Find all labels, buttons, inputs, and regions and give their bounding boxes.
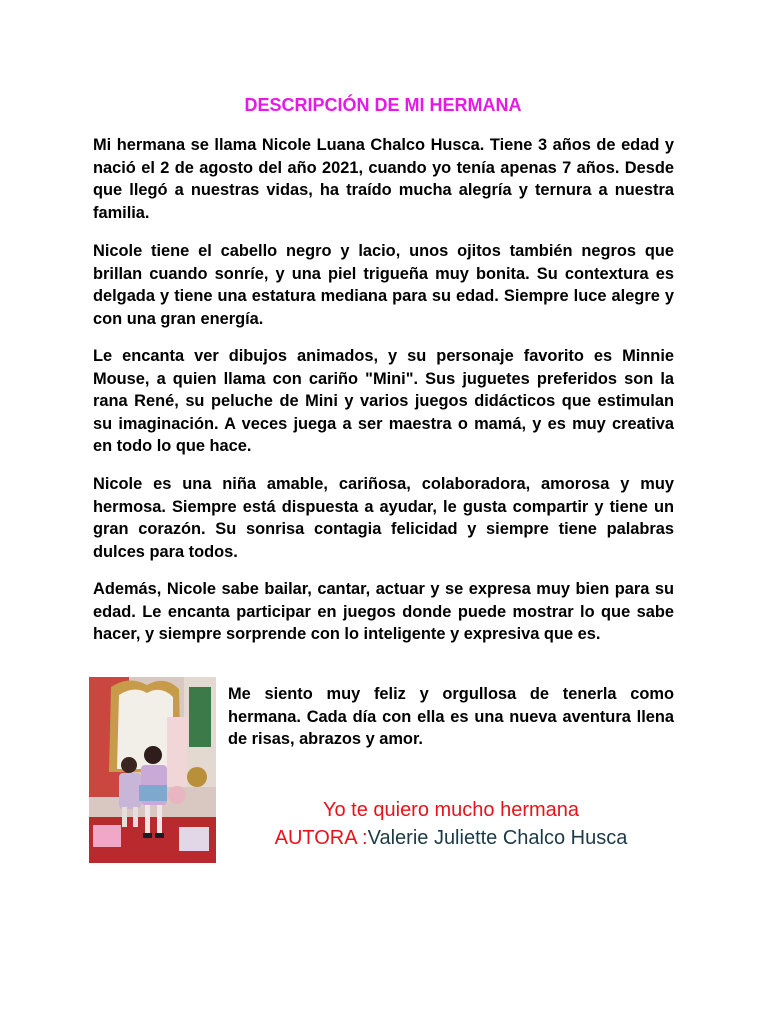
paragraph-5: Además, Nicole sabe bailar, cantar, actuar y se expresa muy bien para su edad. Le encanta participar en juegos donde puede mostrar lo que sabe hacer, y siempre sorprende con lo inteligente y expresiva que es. (93, 580, 674, 644)
paragraph-3: Le encanta ver dibujos animados, y su personaje favorito es Minnie Mouse, a quien llama con cariño "Mini". Sus juguetes preferidos son la rana René, su peluche de Mini y varios juegos didácticos que estimulan su imaginación. A veces juega a ser maestra o mamá, y es muy creativa en todo lo que hace. (93, 347, 674, 456)
paragraph-4: Nicole es una niña amable, cariñosa, colaboradora, amorosa y muy hermosa. Siempre está dispuesta a ayudar, le gusta compartir y tiene un gran corazón. Su sonrisa contagia felicidad y siempre tiene palabras dulces para todos. (93, 475, 674, 561)
author-line (228, 825, 674, 851)
paragraph-6: Me siento muy feliz y orgullosa de tenerla como hermana. Cada día con ella es una nueva aventura llena de risas, abrazos y amor. (228, 685, 674, 749)
sisters-photo (89, 677, 216, 863)
paragraph-2: Nicole tiene el cabello negro y lacio, unos ojitos también negros que brillan cuando sonríe, y una piel trigueña muy bonita. Su contextura es delgada y tiene una estatura mediana para su edad. Siempre luce alegre y con una gran energía. (93, 242, 674, 328)
author-label: AUTORA : (274, 827, 368, 849)
author-name: Valerie Juliette Chalco Husca (367, 827, 628, 849)
closing-line: Yo te quiero mucho hermana (322, 799, 580, 821)
document-title: DESCRIPCIÓN DE MI HERMANA (244, 95, 522, 115)
paragraph-1: Mi hermana se llama Nicole Luana Chalco Husca. Tiene 3 años de edad y nació el 2 de agosto del año 2021, cuando yo tenía apenas 7 años. Desde que llegó a nuestras vidas, ha traído mucha alegría y ternura a nuestra familia. (93, 136, 674, 222)
